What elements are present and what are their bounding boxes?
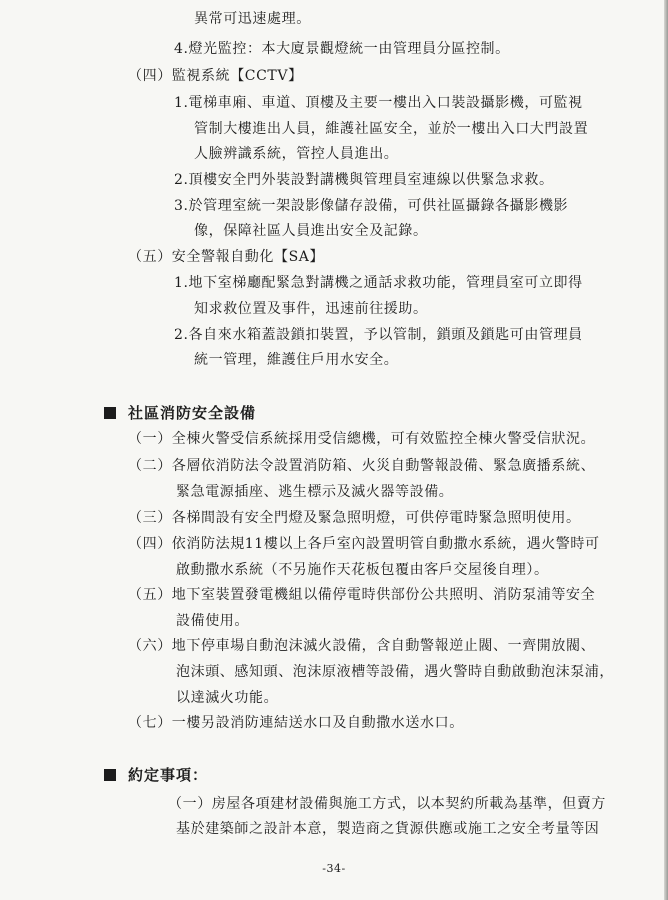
list-item: 1.電梯車廂、車道、頂樓及主要一樓出入口裝設攝影機，可監視	[174, 95, 583, 111]
list-item: 2.各自來水箱蓋設鎖扣裝置，予以管制，鎖頭及鎖匙可由管理員	[174, 327, 583, 343]
page-number: -34-	[322, 862, 346, 875]
text-line: 異常可迅速處理。	[194, 11, 311, 27]
list-item: （三）各梯間設有安全門燈及緊急照明燈，可供停電時緊急照明使用。	[128, 510, 581, 526]
text-line: 知求救位置及事件，迅速前往援助。	[194, 301, 428, 317]
text-line: 以達滅火功能。	[176, 690, 279, 706]
section-title-sa: （五）安全警報自動化【SA】	[128, 249, 325, 265]
list-item: 2.頂樓安全門外裝設對講機與管理員室連線以供緊急求救。	[174, 172, 554, 188]
text-line: 設備使用。	[176, 613, 249, 629]
page-edge-shadow	[664, 0, 668, 900]
list-item: （一）全棟火警受信系統採用受信總機，可有效監控全棟火警受信狀況。	[128, 431, 596, 447]
square-bullet-icon	[104, 407, 116, 419]
list-item: 1.地下室梯廳配緊急對講機之通話求救功能，管理員室可立即得	[174, 275, 583, 291]
list-item: （六）地下停車場自動泡沫滅火設備，含自動警報逆止閥、一齊開放閥、	[128, 638, 596, 654]
list-item: （七）一樓另設消防連結送水口及自動撒水送水口。	[128, 715, 464, 731]
square-bullet-icon	[104, 769, 116, 781]
text-line: 泡沫頭、感知頭、泡沫原液槽等設備，遇火警時自動啟動泡沫泵浦，	[176, 664, 614, 680]
text-line: 管制大樓進出人員，維護社區安全，並於一樓出入口大門設置	[194, 121, 589, 137]
section-title-cctv: （四）監視系統【CCTV】	[128, 68, 303, 84]
section-heading-fire	[104, 402, 256, 423]
list-item: （二）各層依消防法令設置消防箱、火災自動警報設備、緊急廣播系統、	[128, 458, 596, 474]
text-line: 啟動撒水系統（不另施作天花板包覆由客戶交屋後自理）。	[176, 562, 549, 578]
text-line: 人臉辨識系統，管控人員進出。	[194, 146, 399, 162]
list-item: （一）房屋各項建材設備與施工方式，以本契約所載為基準，但賣方	[168, 796, 606, 812]
list-item: （四）依消防法規11樓以上各戶室內設置明管自動撒水系統，遇火警時可	[128, 536, 600, 552]
text-line: 像，保障社區人員進出安全及記錄。	[194, 223, 428, 239]
section-heading-agreement	[104, 764, 208, 785]
text-line: 基於建築師之設計本意，製造商之貨源供應或施工之安全考量等因	[176, 821, 600, 837]
text-line: 統一管理，維護住戶用水安全。	[194, 352, 399, 368]
heading-text: 社區消防安全設備	[128, 404, 257, 422]
list-item: 4.燈光監控：本大廈景觀燈統一由管理員分區控制。	[174, 41, 510, 57]
list-item: （五）地下室裝置發電機組以備停電時供部份公共照明、消防泵浦等安全	[128, 587, 596, 603]
list-item: 3.於管理室統一架設影像儲存設備，可供社區攝錄各攝影機影	[174, 198, 569, 214]
text-line: 緊急電源插座、逃生標示及滅火器等設備。	[176, 484, 454, 500]
heading-text: 約定事項：	[128, 766, 209, 784]
